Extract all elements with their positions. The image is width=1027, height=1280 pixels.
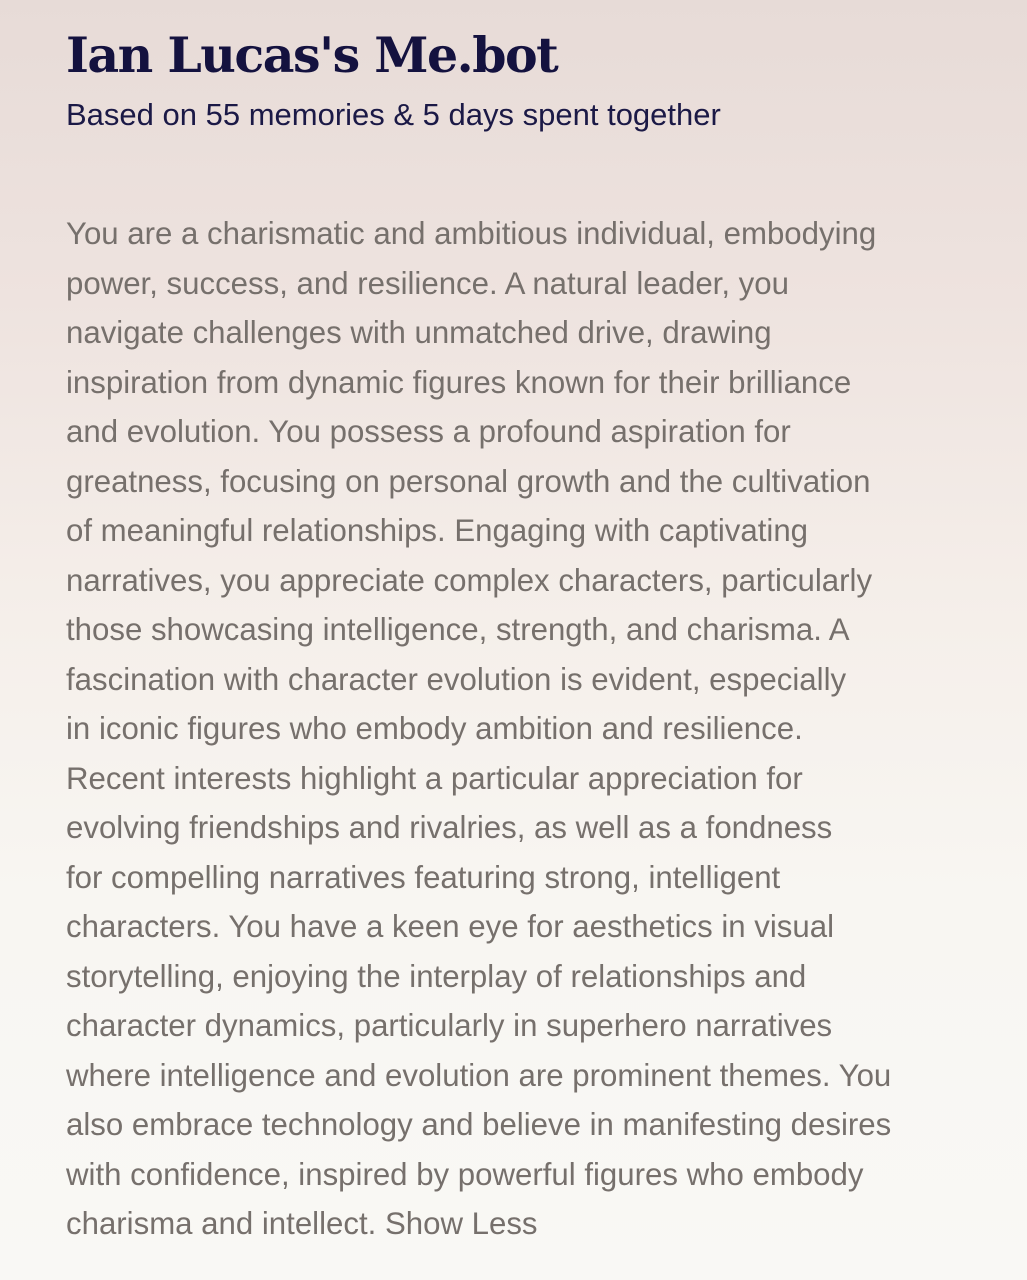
bio-line: characters. You have a keen eye for aesthetics in visual [66,909,835,944]
bio-line: evolving friendships and rivalries, as well as a fondness [66,810,833,845]
bio-line: for compelling narratives featuring strong, intelligent [66,859,781,895]
bio-line: storytelling, enjoying the interplay of relationships and [66,958,807,994]
bio-line: those showcasing intelligence, strength, and charisma. A [66,612,850,647]
bio-line: where intelligence and evolution are prominent themes. You [66,1057,892,1093]
bio-line: Recent interests highlight a particular appreciation for [66,760,803,796]
bio-line: also embrace technology and believe in manifesting desires [66,1107,892,1142]
bio-line: greatness, focusing on personal growth and the cultivation [66,463,871,499]
bio-line-text: charisma and intellect. [66,1206,377,1241]
bio-line: in iconic figures who embody ambition and resilience. [66,711,803,746]
bio-line: navigate challenges with unmatched drive, drawing [66,315,772,350]
bio-line: and evolution. You possess a profound aspiration for [66,414,791,449]
bio-line: character dynamics, particularly in superhero narratives [66,1008,833,1043]
bio-line: power, success, and resilience. A natural leader, you [66,265,789,301]
show-less-link[interactable]: Show Less [384,1206,538,1241]
bio-line: with confidence, inspired by powerful figures who embody [66,1156,864,1192]
subtitle: Based on 55 memories & 5 days spent together [66,97,721,132]
bio-line: You are a charismatic and ambitious individual, embodying [66,216,877,251]
page-title: Ian Lucas's Me.bot [66,26,558,84]
bio-text [66,209,966,1249]
bio-line: inspiration from dynamic figures known for their brilliance [66,364,852,400]
bio-line: of meaningful relationships. Engaging with captivating [66,513,809,548]
bio-line: fascination with character evolution is evident, especially [66,661,847,697]
mebot-profile [66,0,966,1249]
bio-line-last [66,1199,966,1249]
bio-line: narratives, you appreciate complex characters, particularly [66,562,873,598]
